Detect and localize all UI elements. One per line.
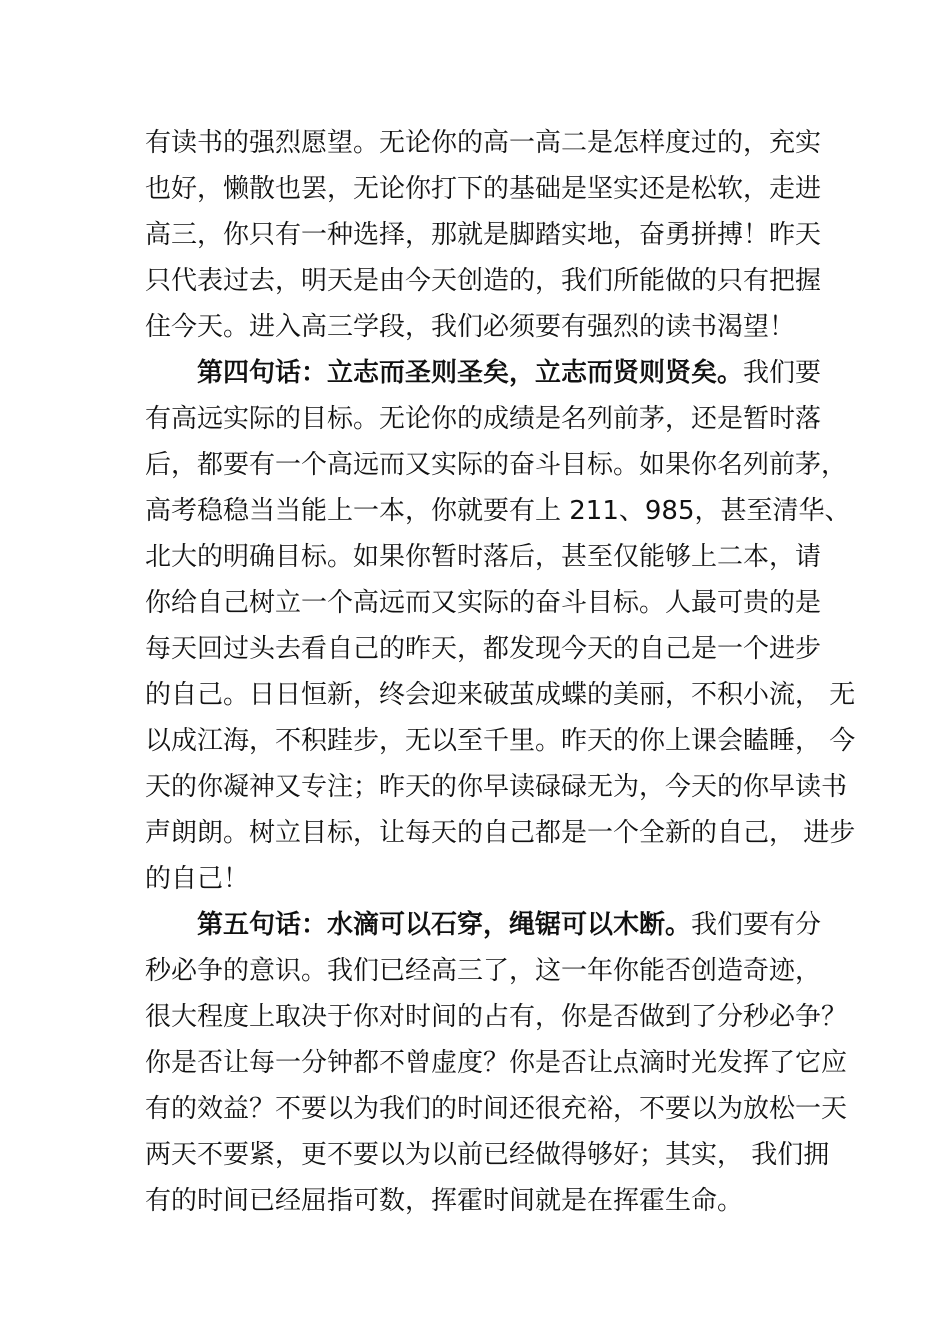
text-line: 你给自己树立一个高远而又实际的奋斗目标。人最可贵的是 [145, 588, 822, 618]
text-line: 两天不要紧，更不要以为以前已经做得够好；其实， 我们拥 [145, 1140, 830, 1170]
text-line: 有高远实际的目标。无论你的成绩是名列前茅，还是暂时落 [145, 404, 822, 434]
text-line: 的自己！ [145, 864, 250, 894]
text-line: 你是否让每一分钟都不曾虚度？你是否让点滴时光发挥了它应 [145, 1048, 848, 1078]
text-line: 天的你凝神又专注；昨天的你早读碌碌无为，今天的你早读书 [145, 772, 848, 802]
text-line: 只代表过去，明天是由今天创造的，我们所能做的只有把握 [145, 266, 822, 296]
text-line: 高考稳稳当当能上一本，你就要有上 211、985，甚至清华、 [145, 496, 851, 526]
text-line: 有读书的强烈愿望。无论你的高一高二是怎样度过的，充实 [145, 128, 822, 158]
paragraph-continuation [145, 120, 845, 350]
section-five-heading: 第五句话：水滴可以石穿，绳锯可以木断。 [197, 910, 692, 940]
text-line: 也好，懒散也罢，无论你打下的基础是坚实还是松软，走进 [145, 174, 822, 204]
text-line: 很大程度上取决于你对时间的占有，你是否做到了分秒必争？ [145, 1002, 848, 1032]
text-line: 住今天。进入高三学段，我们必须要有强烈的读书渴望！ [145, 312, 796, 342]
section-four-first-line [145, 350, 845, 396]
section-five-first-line [145, 902, 845, 948]
text-line: 的自己。日日恒新，终会迎来破茧成蝶的美丽，不积小流， 无 [145, 680, 856, 710]
text-line: 每天回过头去看自己的昨天，都发现今天的自己是一个进步 [145, 634, 822, 664]
section-four-heading: 第四句话：立志而圣则圣矣，立志而贤则贤矣。 [197, 358, 744, 388]
document-body [145, 120, 856, 1224]
section-five-first-line-rest: 我们要有分 [691, 910, 822, 940]
section-four-paragraph [145, 350, 856, 902]
text-line: 有的时间已经屈指可数，挥霍时间就是在挥霍生命。 [145, 1186, 744, 1216]
text-line: 声朗朗。树立目标，让每天的自己都是一个全新的自己， 进步 [145, 818, 856, 848]
text-line: 秒必争的意识。我们已经高三了，这一年你能否创造奇迹， [145, 956, 822, 986]
text-line: 高三，你只有一种选择，那就是脚踏实地，奋勇拼搏！昨天 [145, 220, 822, 250]
text-line: 有的效益？不要以为我们的时间还很充裕，不要以为放松一天 [145, 1094, 848, 1124]
section-five-paragraph [145, 902, 848, 1224]
text-line: 后，都要有一个高远而又实际的奋斗目标。如果你名列前茅， [145, 450, 848, 480]
section-four-first-line-rest: 我们要 [743, 358, 822, 388]
text-line: 北大的明确目标。如果你暂时落后，甚至仅能够上二本，请 [145, 542, 822, 572]
text-line: 以成江海，不积跬步，无以至千里。昨天的你上课会瞌睡， 今 [145, 726, 856, 756]
